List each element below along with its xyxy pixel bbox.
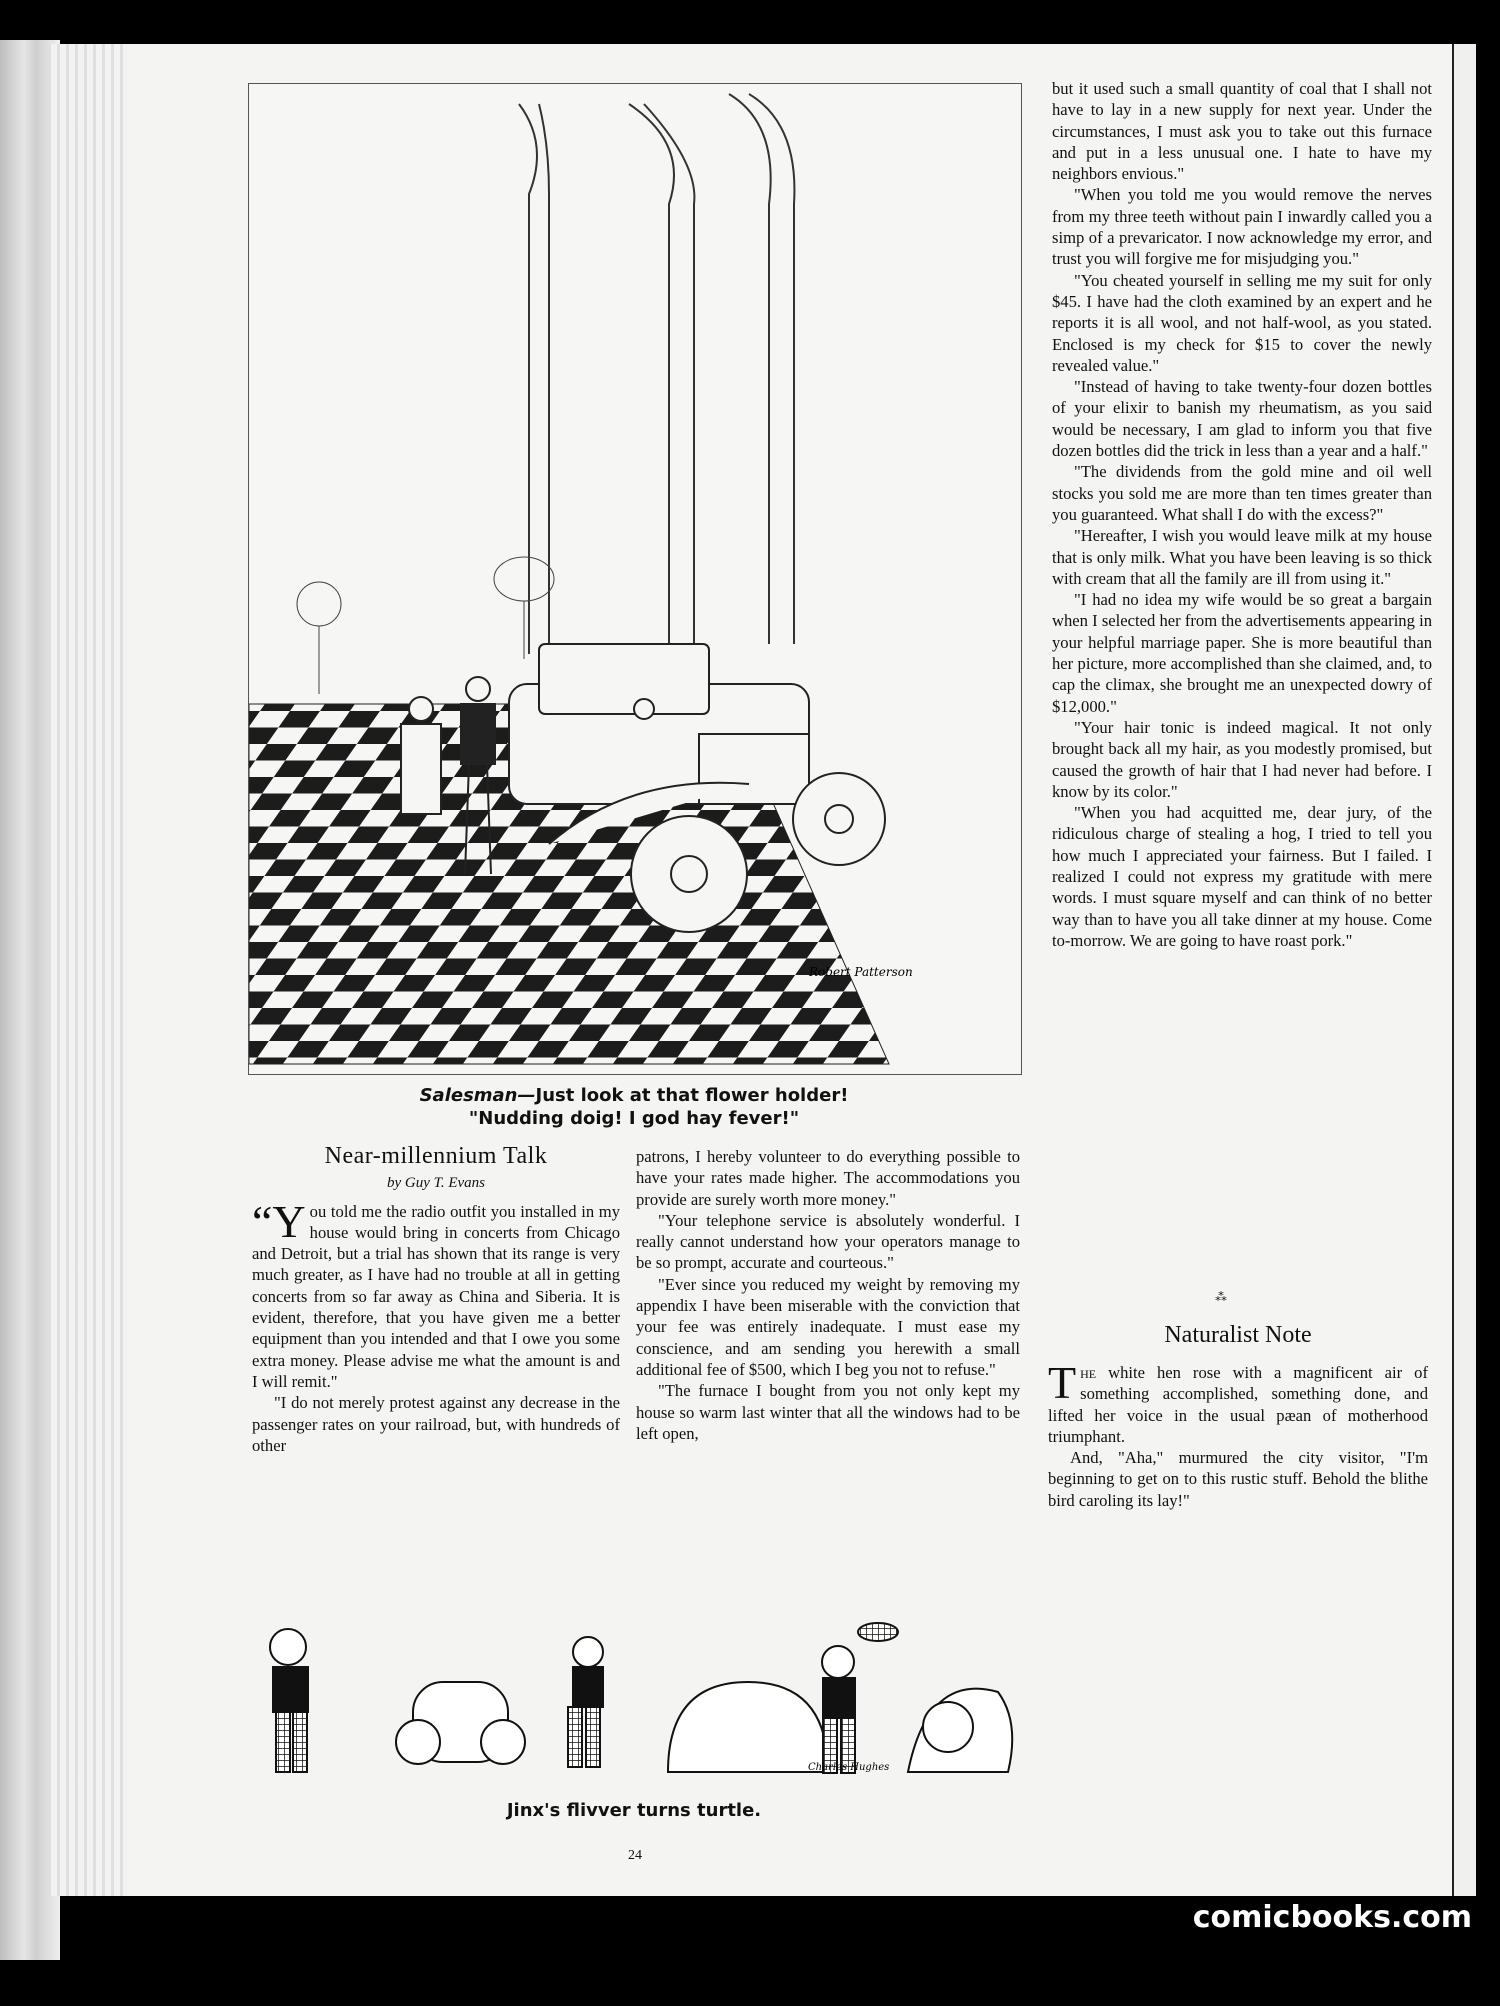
naturalist-column — [1048, 1357, 1428, 1511]
drop-cap: T — [1048, 1357, 1077, 1408]
paragraph: "I do not merely protest against any decrease in the passenger rates on your railroad, but, with hundreds of other — [252, 1393, 620, 1455]
article-title: Near-millennium Talk — [324, 1143, 548, 1169]
paragraph: “Y ou told me the radio outfit you installed in my house would bring in concerts from Chicago and Detroit, but a trial has shown that its range is very much greater, as I have had no trouble at all in getting concerts from so far away as China and Siberia. It is evident, therefore, that you have given me a better equipment than you intended and that I owe you some extra money. Please advise me what the amount is and I will remit." — [252, 1195, 620, 1391]
article-title: Naturalist Note — [1164, 1322, 1312, 1348]
continued-column — [1052, 78, 1432, 951]
paragraph: patrons, I hereby volunteer to do everything possible to have your rates made higher. The accommodations you provide are surely worth more money." — [636, 1147, 1020, 1209]
drop-cap: “Y — [252, 1195, 306, 1247]
caption-line2: "Nudding doig! I god hay fever!" — [468, 1108, 800, 1129]
cartoon-drawing — [248, 1622, 1020, 1794]
page-stack-edge — [48, 44, 128, 1896]
paragraph: "You cheated yourself in selling me my suit for only $45. I have had the cloth examined by an expert and he reports it is all wool, and not half-wool, as you stated. Enclosed is my check for $15 to cover the newly revealed value." — [1052, 270, 1432, 375]
paragraph: "I had no idea my wife would be so great a bargain when I selected her from the advertisements appearing in your helpful marriage paper. She is more beautiful than her picture, more accomplished than she claimed, and, to cap the climax, she brought me an unexpected dowry of $12,000." — [1052, 590, 1432, 716]
paragraph: "When you had acquitted me, dear jury, of the ridiculous charge of stealing a hog, I tried to tell you how much I appreciated your fairness. But I failed. I realized I could not express my gratitude with mere words. I must square myself and can think of no better way than to have you all take dinner at my house. Come to-morrow. We are going to have roast pork." — [1052, 803, 1432, 950]
illustration-caption — [248, 1084, 1020, 1130]
illustration-drawing — [249, 84, 1021, 1074]
section-asterism: ⁂ — [1215, 1290, 1228, 1304]
cartoonist-signature: Charles Hughes — [808, 1762, 890, 1773]
article-column-1 — [252, 1143, 620, 1456]
jinx-cartoon-strip — [248, 1622, 1020, 1794]
paragraph: And, "Aha," murmured the city visitor, "I'm beginning to get on to this rustic stuff. Behold the blithe bird caroling its lay!" — [1048, 1448, 1428, 1510]
caption-line1: Just look at that flower holder! — [535, 1085, 849, 1106]
artist-signature: Robert Patterson — [809, 965, 913, 979]
next-page-edge — [1452, 44, 1476, 1896]
paragraph: "When you told me you would remove the nerves from my three teeth without pain I inwardly called you a simp of a prevaricator. I now acknowledge my error, and trust you will forgive me for misjudging you." — [1052, 185, 1432, 269]
paragraph: "Hereafter, I wish you would leave milk at my house that is only milk. What you have been leaving is so thick with cream that all the family are ill from using it." — [1052, 526, 1432, 588]
paragraph: "Ever since you reduced my weight by removing my appendix I have been miserable with the conviction that your fee was entirely inadequate. I must ease my conscience, and am sending you herewith a small additional fee of $500, which I beg you not to refuse." — [636, 1274, 1020, 1379]
watermark: comicbooks.com — [1192, 1900, 1472, 1935]
article-byline: by Guy T. Evans — [386, 1175, 486, 1192]
salesman-car-illustration — [248, 83, 1022, 1075]
paragraph: but it used such a small quantity of coal that I shall not have to lay in a new supply for next year. Under the circumstances, I must ask you to take out this furnace and put in a less unusual one. I hate to have my neighbors envious." — [1052, 79, 1432, 184]
paragraph: The white hen rose with a magnificent air of something accomplished, something done, and lifted her voice in the usual pæan of motherhood triumphant. — [1048, 1357, 1428, 1446]
paragraph: "The dividends from the gold mine and oil well stocks you sold me are more than ten times greater than you guaranteed. What shall I do with the excess?" — [1052, 462, 1432, 524]
paragraph: "Your hair tonic is indeed magical. It not only brought back all my hair, as you modestly promised, but caused the growth of hair that I had never had before. I know by its color." — [1052, 717, 1432, 801]
paragraph: "Instead of having to take twenty-four dozen bottles of your elixir to banish my rheumatism, as you said would be necessary, I am glad to inform you that five dozen bottles did the trick in less than a year and a half." — [1052, 377, 1432, 461]
caption-speaker: Salesman— — [419, 1085, 536, 1106]
article-column-2 — [636, 1146, 1020, 1444]
paragraph: "The furnace I bought from you not only kept my house so warm last winter that all the windows had to be left open, — [636, 1381, 1020, 1443]
cartoon-caption: Jinx's flivver turns turtle. — [506, 1800, 762, 1821]
paragraph: "Your telephone service is absolutely wonderful. I really cannot understand how your operators manage to be so prompt, accurate and courteous." — [636, 1210, 1020, 1273]
page-number: 24 — [628, 1848, 642, 1863]
